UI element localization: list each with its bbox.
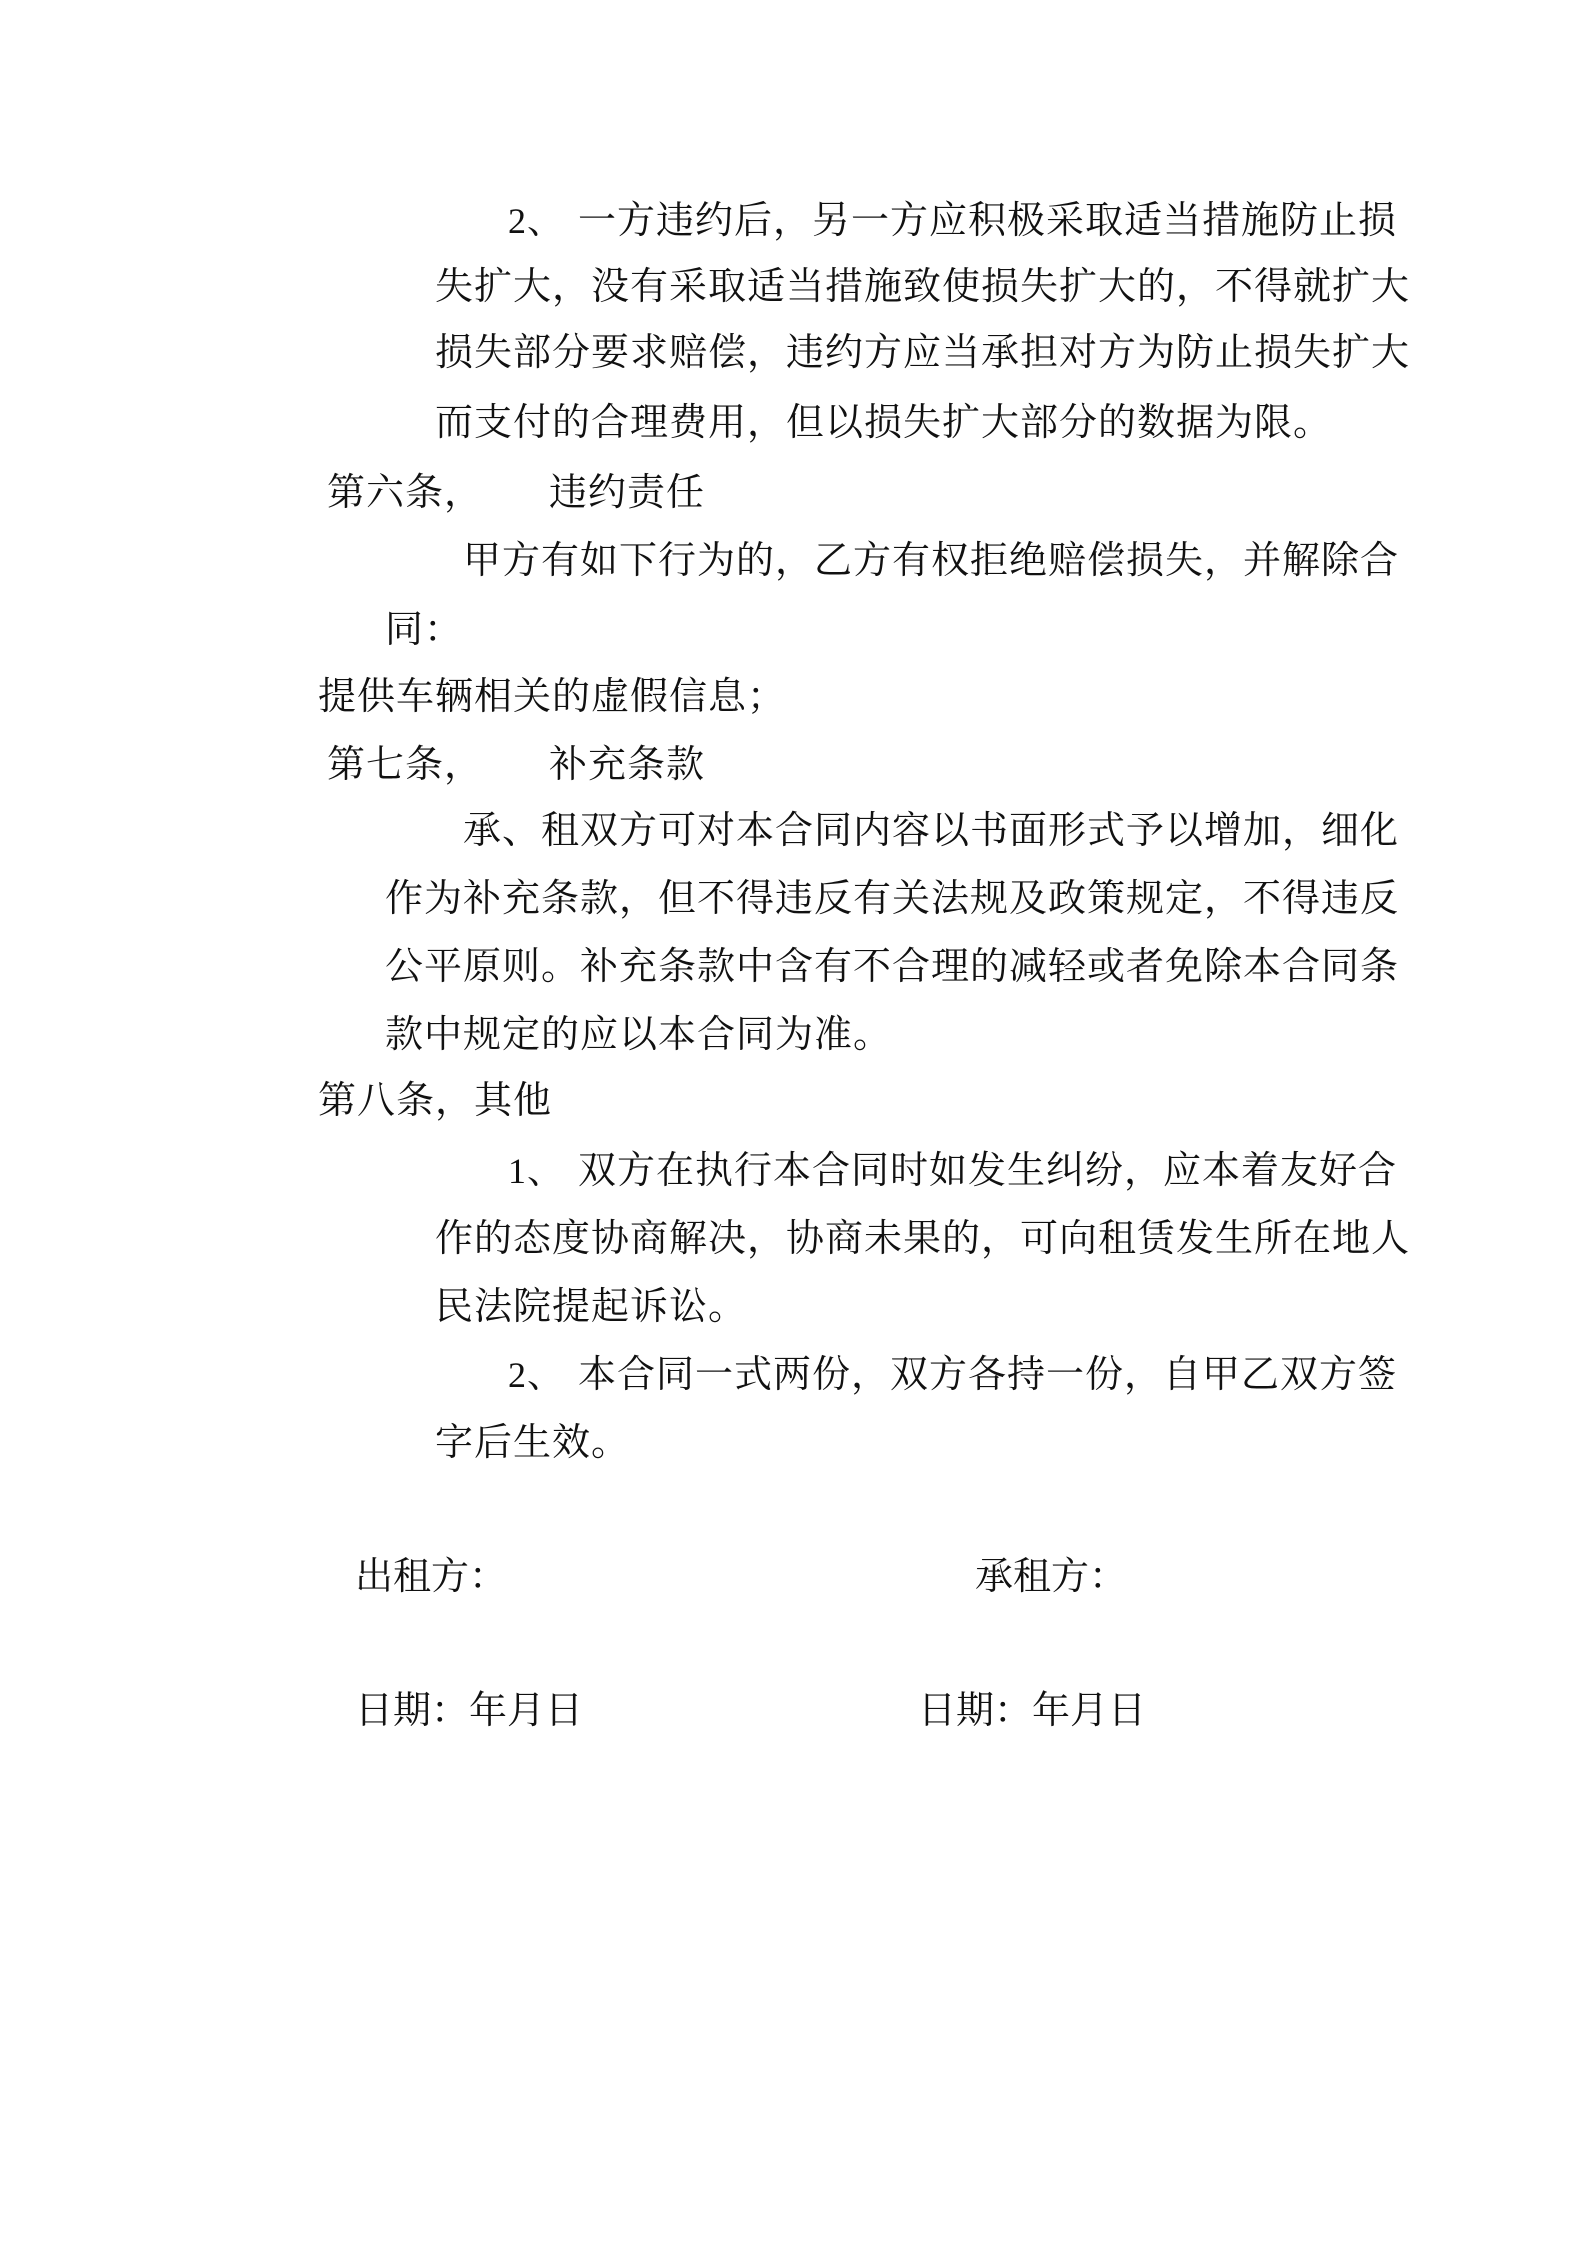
clause6-item: 提供车辆相关的虚假信息； [318,674,787,718]
clause5-item2-line3: 损失部分要求赔偿，违约方应当承担对方为防止损失扩大 [435,330,1411,374]
clause6-para-line2: 同： [385,607,464,651]
clause8-item2-text-1: 本合同一式两份，双方各持一份，自甲乙双方签 [578,1352,1398,1396]
clause5-item2-number: 2、 [508,201,565,241]
clause6-heading [327,468,705,516]
clause8-item1-number: 1、 [508,1151,565,1191]
clause8-item2-line2: 字后生效。 [435,1420,631,1464]
lessor-date: 日期：年月日 [355,1688,584,1732]
clause8-item2-line1 [508,1350,1397,1399]
clause8-item1-line3: 民法院提起诉讼。 [435,1284,748,1328]
clause5-item2-line1 [508,196,1397,245]
lessor-label: 出租方： [355,1554,508,1598]
clause8-item1-line2: 作的态度协商解决，协商未果的，可向租赁发生所在地人 [435,1216,1411,1260]
clause7-para-line2: 作为补充条款，但不得违反有关法规及政策规定，不得违反 [385,876,1400,920]
clause6-heading-number: 第六条， [327,470,484,514]
clause8-heading: 第八条，其他 [318,1078,553,1122]
clause7-para-line4: 款中规定的应以本合同为准。 [385,1012,893,1056]
clause5-item2-text-1: 一方违约后，另一方应积极采取适当措施防止损 [578,198,1398,242]
clause8-item1-text-1: 双方在执行本合同时如发生纠纷，应本着友好合 [578,1148,1398,1192]
clause6-para-line1: 甲方有如下行为的，乙方有权拒绝赔偿损失，并解除合 [463,538,1400,582]
clause8-item2-number: 2、 [508,1355,565,1395]
clause7-para-line1: 承、租双方可对本合同内容以书面形式予以增加，细化 [463,808,1400,852]
clause7-heading [327,740,705,788]
clause5-item2-line2: 失扩大，没有采取适当措施致使损失扩大的，不得就扩大 [435,264,1411,308]
lessee-label: 承租方： [975,1554,1128,1598]
clause8-item1-line1 [508,1146,1397,1195]
clause7-heading-number: 第七条， [327,742,484,786]
lessee-date: 日期：年月日 [918,1688,1147,1732]
clause7-heading-title: 补充条款 [549,742,706,786]
clause6-heading-title: 违约责任 [549,470,706,514]
clause7-para-line3: 公平原则。补充条款中含有不合理的减轻或者免除本合同条 [385,944,1400,988]
clause5-item2-line4: 而支付的合理费用，但以损失扩大部分的数据为限。 [435,400,1333,444]
